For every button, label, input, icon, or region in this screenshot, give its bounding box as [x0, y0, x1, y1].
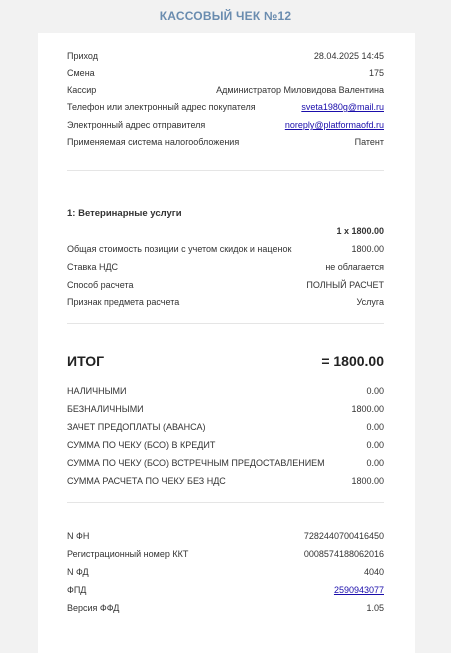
payment-row-cashless	[67, 404, 384, 415]
row-label: Применяемая система налогообложения	[67, 137, 240, 147]
row-value: Патент	[354, 137, 384, 147]
payment-row-prepayment	[67, 422, 384, 433]
row-label: Кассир	[67, 85, 97, 95]
fiscal-row-ffd-version	[67, 603, 384, 614]
row-shift	[67, 68, 384, 79]
divider	[67, 323, 384, 324]
item-row-payment-method	[67, 280, 384, 291]
divider	[67, 502, 384, 503]
row-label: Общая стоимость позиции с учетом скидок и наценок	[67, 244, 292, 254]
row-value: 175	[368, 68, 384, 78]
row-value: 0.00	[366, 422, 384, 432]
row-buyer-contact	[67, 102, 384, 113]
row-value: не облагается	[325, 262, 384, 272]
row-value: 0.00	[366, 386, 384, 396]
row-label: Версия ФФД	[67, 603, 120, 613]
item-title: 1: Ветеринарные услуги	[67, 208, 182, 219]
fpd-link[interactable]: 2590943077	[333, 585, 384, 595]
row-sender-email	[67, 120, 384, 131]
row-label: Смена	[67, 68, 95, 78]
row-label: БЕЗНАЛИЧНЫМИ	[67, 404, 144, 414]
fiscal-row-fn	[67, 531, 384, 542]
row-label: N ФН	[67, 531, 90, 541]
row-cashier	[67, 85, 384, 96]
row-value: 1800.00	[351, 244, 384, 254]
item-qty-price: 1 x 1800.00	[336, 226, 384, 236]
fiscal-row-fd	[67, 567, 384, 578]
receipt-title: КАССОВЫЙ ЧЕК №12	[159, 9, 292, 23]
row-label: Признак предмета расчета	[67, 297, 180, 307]
total-value: = 1800.00	[321, 353, 384, 369]
payment-row-no-vat	[67, 476, 384, 487]
row-value: Администратор Миловидова Валентина	[216, 85, 384, 95]
row-label: Ставка НДС	[67, 262, 119, 272]
payment-row-cash	[67, 386, 384, 397]
row-label: N ФД	[67, 567, 89, 577]
row-value: Услуга	[356, 297, 384, 307]
row-label: СУММА ПО ЧЕКУ (БСО) В КРЕДИТ	[67, 440, 216, 450]
payment-row-counter-provision	[67, 458, 384, 469]
divider	[67, 170, 384, 171]
row-operation	[67, 51, 384, 62]
row-value: 0.00	[366, 440, 384, 450]
item-row-vat	[67, 262, 384, 273]
item-row-subject	[67, 297, 384, 308]
row-label: СУММА РАСЧЕТА ПО ЧЕКУ БЕЗ НДС	[67, 476, 226, 486]
row-label: Телефон или электронный адрес покупателя	[67, 102, 256, 112]
row-value: 28.04.2025 14:45	[313, 51, 384, 61]
row-label: ФПД	[67, 585, 87, 595]
row-label: Электронный адрес отправителя	[67, 120, 206, 130]
row-value: ПОЛНЫЙ РАСЧЕТ	[306, 280, 384, 290]
row-value: 4040	[363, 567, 384, 577]
fiscal-row-kkt-reg	[67, 549, 384, 560]
row-label: Приход	[67, 51, 98, 61]
row-value: 1800.00	[351, 404, 384, 414]
fiscal-row-fpd	[67, 585, 384, 596]
row-label: ЗАЧЕТ ПРЕДОПЛАТЫ (АВАНСА)	[67, 422, 206, 432]
total-row	[67, 353, 384, 369]
row-value: 1800.00	[351, 476, 384, 486]
row-value: 0008574188062016	[303, 549, 384, 559]
row-tax-system	[67, 137, 384, 148]
buyer-email-link[interactable]: sveta1980g@mail.ru	[301, 102, 384, 112]
row-value: 0.00	[366, 458, 384, 468]
row-value: 1.05	[366, 603, 384, 613]
total-label: ИТОГ	[67, 353, 105, 369]
row-label: НАЛИЧНЫМИ	[67, 386, 127, 396]
sender-email-link[interactable]: noreply@platformaofd.ru	[284, 120, 384, 130]
row-label: Способ расчета	[67, 280, 134, 290]
row-label: Регистрационный номер ККТ	[67, 549, 189, 559]
payment-row-credit	[67, 440, 384, 451]
row-label: СУММА ПО ЧЕКУ (БСО) ВСТРЕЧНЫМ ПРЕДОСТАВЛЕНИЕМ	[67, 458, 325, 468]
row-value: 7282440700416450	[303, 531, 384, 541]
item-row-total-cost	[67, 244, 384, 255]
